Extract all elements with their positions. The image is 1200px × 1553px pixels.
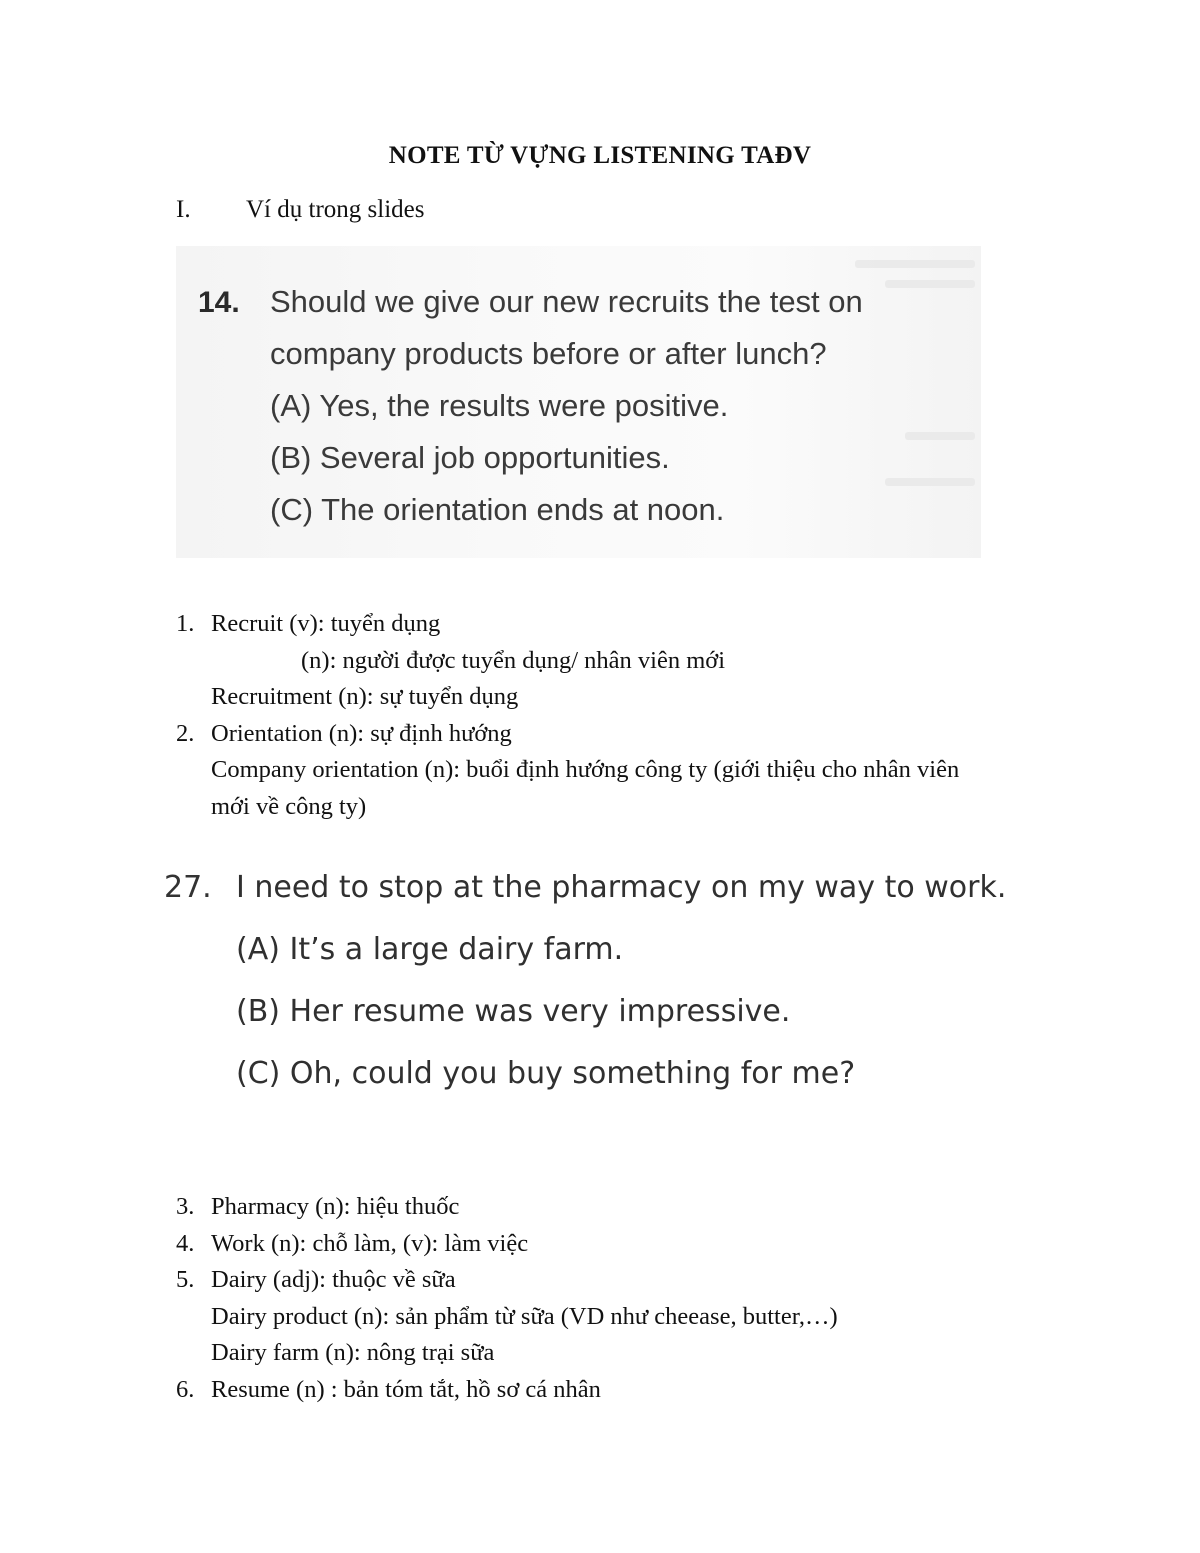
list-item [176, 1372, 1066, 1409]
scan-artifact [885, 478, 975, 486]
section-heading [176, 196, 424, 224]
answer-option-a: (A) Yes, the results were positive. [270, 388, 729, 423]
item-text: Recruitment (n): sự tuyển dụng [211, 683, 519, 710]
list-item [176, 752, 1066, 789]
item-number: 2. [176, 719, 195, 747]
scan-artifact [855, 260, 975, 268]
answer-option-b: (B) Several job opportunities. [270, 440, 670, 475]
item-number: 1. [176, 610, 195, 637]
document-title: NOTE TỪ VỰNG LISTENING TAĐV [388, 142, 812, 169]
item-number: 6. [176, 1375, 195, 1403]
item-number: 3. [176, 1193, 195, 1220]
scan-artifact [905, 432, 975, 440]
item-text: Dairy (adj): thuộc về sữa [211, 1266, 456, 1293]
question-line: company products before or after lunch? [270, 336, 827, 371]
answer-option-c: (C) Oh, could you buy something for me? [236, 1056, 856, 1091]
list-item [176, 643, 1066, 680]
item-text: Dairy farm (n): nông trại sữa [211, 1339, 495, 1366]
scan-artifact [885, 280, 975, 288]
item-text: Resume (n) : bản tóm tắt, hồ sơ cá nhân [211, 1375, 601, 1403]
question-14-scan [176, 246, 981, 558]
item-text: Recruit (v): tuyển dụng [211, 610, 441, 637]
item-text: Company orientation (n): buổi định hướng công ty (giới thiệu cho nhân viên [211, 756, 960, 783]
answer-option-a: (A) It’s a large dairy farm. [236, 932, 624, 967]
item-number: 5. [176, 1266, 195, 1293]
list-item [176, 679, 1066, 716]
section-number: I. [176, 196, 191, 223]
item-text: (n): người được tuyển dụng/ nhân viên mới [301, 646, 726, 674]
question-number: 14. [198, 286, 240, 319]
vocab-list-1 [176, 606, 1066, 825]
list-item [176, 1226, 1066, 1263]
question-27-screenshot [160, 862, 1040, 1102]
item-text: Dairy product (n): sản phẩm từ sữa (VD như cheease, butter,…) [211, 1302, 838, 1330]
list-item [176, 789, 1066, 826]
item-number: 4. [176, 1229, 195, 1257]
list-item [176, 1189, 1066, 1226]
item-text: mới về công ty) [211, 792, 367, 820]
question-number: 27. [164, 870, 212, 905]
answer-option-b: (B) Her resume was very impressive. [236, 994, 791, 1029]
list-item [176, 716, 1066, 753]
item-text: Orientation (n): sự định hướng [211, 719, 512, 747]
list-item [176, 1262, 1066, 1299]
section-label: Ví dụ trong slides [246, 196, 425, 223]
item-text: Work (n): chỗ làm, (v): làm việc [211, 1229, 529, 1257]
question-line: I need to stop at the pharmacy on my way to work. [236, 870, 1007, 905]
item-text: Pharmacy (n): hiệu thuốc [211, 1193, 460, 1220]
answer-option-c: (C) The orientation ends at noon. [270, 492, 725, 527]
list-item [176, 1335, 1066, 1372]
vocab-list-2 [176, 1189, 1066, 1408]
question-line: Should we give our new recruits the test on [270, 284, 863, 319]
list-item [176, 606, 1066, 643]
list-item [176, 1299, 1066, 1336]
